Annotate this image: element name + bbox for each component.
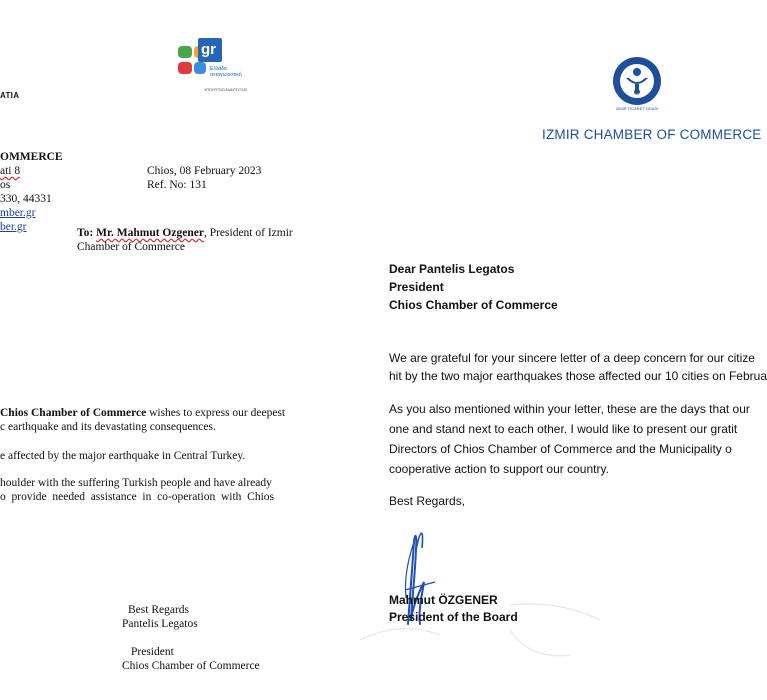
signer-name-izmir: Mahmut ÖZGENER [389,593,498,607]
emblem-caption: İZMİR TİCARET ODASI [615,106,659,111]
sender-email-link-2[interactable]: ber.gr [0,221,27,233]
closing-izmir: Best Regards, [389,494,466,508]
body-p1-line2: c earthquake and its devastating consequences. [0,421,216,433]
para2-line3: Directors of Chios Chamber of Commerce and the Municipality o [389,442,732,456]
place-date: Chios, 08 February 2023 [147,165,262,177]
logo-mark-text: gr [201,41,216,58]
svg-text:ΥΠΟΥΡΓΕΙΟ ΑΝΑΠΤΥΞΗΣ: ΥΠΟΥΡΓΕΙΟ ΑΝΑΠΤΥΞΗΣ [204,88,248,92]
sender-email-link-1[interactable]: mber.gr [0,207,36,219]
greeting: Dear Pantelis Legatos [389,262,515,276]
para1-line2: hit by the two major earthquakes those affected our 10 cities on Februa [389,369,767,383]
recipient-org: Chamber of Commerce [77,241,185,253]
body-p3-line1: houlder with the suffering Turkish people and have already [0,477,272,489]
body-p3-line2: o provide needed assistance in co-operation with Chios [0,491,275,503]
ref-number: Ref. No: 131 [147,179,207,191]
header-fragment: ATIA [0,91,20,100]
svg-text:ανταγωνιστική: ανταγωνιστική [210,72,242,78]
sender-street: ati 8 [0,165,21,177]
addressee-org: Chios Chamber of Commerce [389,298,558,312]
svg-text:1885: 1885 [633,92,641,97]
body-p1-line1: Chios Chamber of Commerce wishes to express our deepest [0,407,286,419]
chios-letter [0,0,360,700]
signer-name: Pantelis Legatos [122,618,198,630]
para2-line1: As you also mentioned within your letter, these are the days that our [389,402,750,416]
izmir-emblem [612,56,662,106]
org-title: IZMIR CHAMBER OF COMMERCE [542,127,762,142]
closing: Best Regards [128,604,190,616]
izmir-letter [360,0,767,700]
chamber-emblem-icon [612,56,662,106]
addressee-title: President [389,280,444,294]
logo-mark-icon [176,38,260,98]
signer-title: President [131,646,174,658]
ellada-antagonistiki-logo [176,38,260,98]
sender-org: OMMERCE [0,151,63,163]
para2-line4: cooperative action to support our country. [389,462,609,476]
signer-title-izmir: President of the Board [389,610,518,624]
sender-city: os [0,179,11,191]
sender-phone: 330, 44331 [0,193,52,205]
para2-line2: one and stand next to each other. I would like to present our gratit [389,422,738,436]
body-p2: e affected by the major earthquake in Central Turkey. [0,450,246,462]
recipient-line: To: Mr. Mahmut Ozgener, President of Izmir [77,227,293,239]
para1-line1: We are grateful for your sincere letter of a deep concern for our citize [389,351,755,365]
faint-stamp-trace [360,600,620,690]
svg-text:Ελλάδα: Ελλάδα [210,66,227,72]
signer-org: Chios Chamber of Commerce [122,660,260,672]
